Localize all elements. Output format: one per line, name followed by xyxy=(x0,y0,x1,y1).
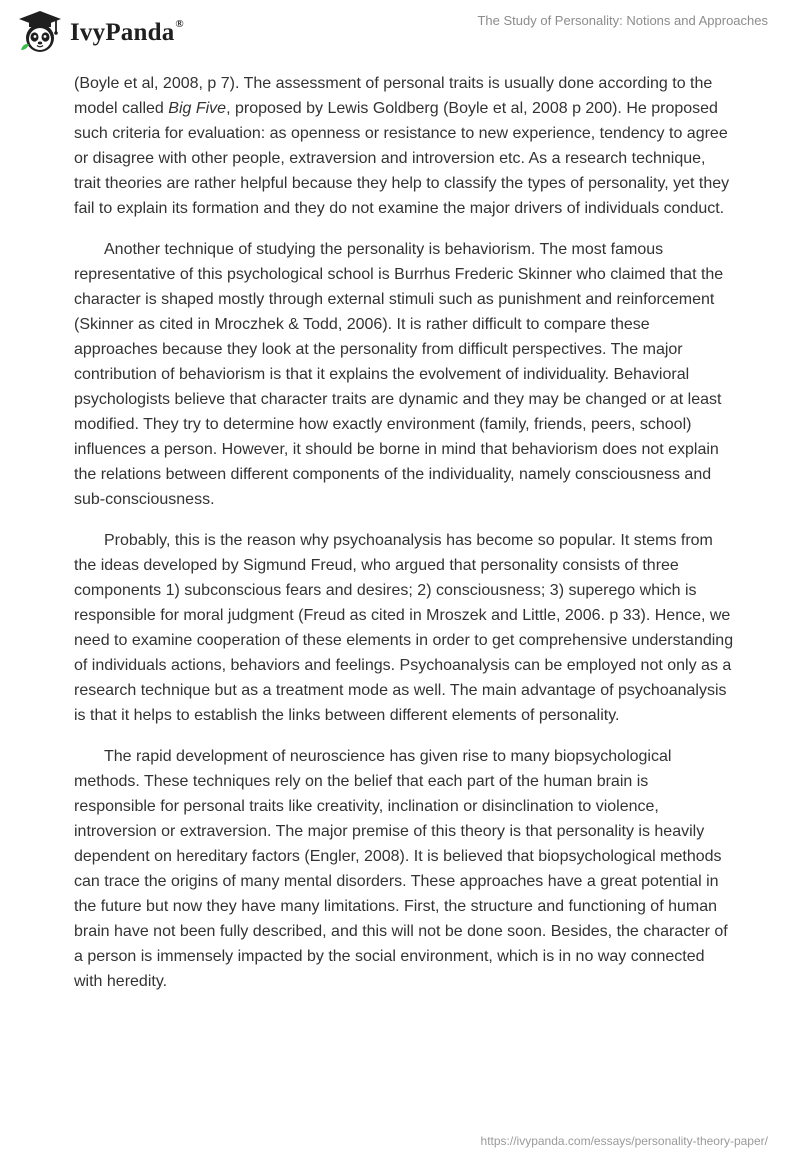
paragraph-2: Another technique of studying the personality is behaviorism. The most famous representative of this psychological school is Burrhus Frederic Skinner who claimed that the character is shaped mostly through external stimuli such as punishment and reinforcement (Skinner as cited in Mroczhek & Todd, 2006). It is rather difficult to compare these approaches because they look at the personality from difficult perspectives. The major contribution of behaviorism is that it explains the evolvement of individuality. Behavioral psychologists believe that character traits are dynamic and they may be changed or at least modified. They try to determine how exactly environment (family, friends, peers, school) influences a person. However, it should be borne in mind that behaviorism does not explain the relations between different components of the individuality, namely consciousness and sub-consciousness. xyxy=(74,241,724,508)
page-header xyxy=(0,0,800,70)
brand-logo[interactable] xyxy=(16,10,184,54)
panda-graduate-icon xyxy=(16,10,64,54)
brand-name: IvyPanda® xyxy=(70,17,184,46)
essay-body xyxy=(74,71,734,1010)
paragraph-4: The rapid development of neuroscience has given rise to many biopsychological methods. These techniques rely on the belief that each part of the human brain is responsible for personal traits like creativity, inclination or disinclination to violence, introversion or extraversion. The major premise of this theory is that personality is heavily dependent on hereditary factors (Engler, 2008). It is believed that biopsychological methods can trace the origins of many mental disorders. These approaches have a great potential in the future but now they have many limitations. First, the structure and functioning of human brain have not been fully described, and this will not be done soon. Besides, the character of a person is immensely impacted by the social environment, which is in no way connected with heredity. xyxy=(74,748,728,990)
paragraph-1: (Boyle et al, 2008, p 7). The assessment of personal traits is usually done according to the model called Big Five, proposed by Lewis Goldberg (Boyle et al, 2008 p 200). He proposed such criteria for evaluation: as openness or resistance to new experience, tendency to agree or disagree with other people, extraversion and introversion etc. As a research technique, trait theories are rather helpful because they help to classify the types of personality, yet they fail to explain its formation and they do not examine the major drivers of individuals conduct. xyxy=(74,75,730,217)
registered-mark: ® xyxy=(175,17,184,30)
running-title: The Study of Personality: Notions and Approaches xyxy=(477,13,768,28)
source-url[interactable]: https://ivypanda.com/essays/personality-theory-paper/ xyxy=(480,1134,768,1148)
paragraph-3: Probably, this is the reason why psychoanalysis has become so popular. It stems from the ideas developed by Sigmund Freud, who argued that personality consists of three components 1) subconscious fears and desires; 2) consciousness; 3) superego which is responsible for moral judgment (Freud as cited in Mroszek and Little, 2006. p 33). Hence, we need to examine cooperation of these elements in order to get comprehensive understanding of individuals actions, behaviors and feelings. Psychoanalysis can be employed not only as a research technique but as a treatment mode as well. The main advantage of psychoanalysis is that it helps to establish the links between different elements of personality. xyxy=(74,532,734,724)
emphasis-big-five: Big Five xyxy=(168,100,227,117)
